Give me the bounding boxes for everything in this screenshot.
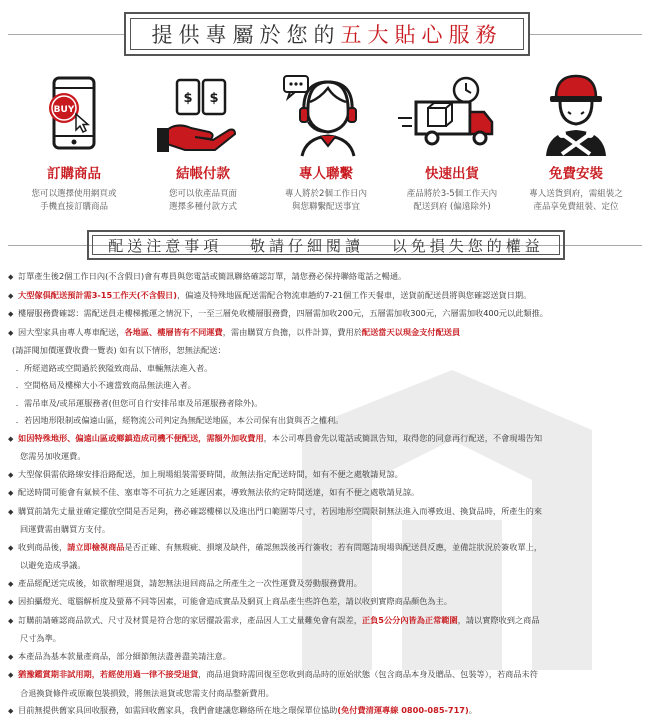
terms-text: 回運費需由購買方支付。 [20, 524, 111, 534]
terms-text: 訂單產生後2個工作日內(不含假日)會有專員與您電話或簡訊聯絡確認訂單，請您務必保持聯絡電話之暢通。 [18, 271, 407, 281]
terms-highlight: 配送當天以現金支付配送員 [361, 326, 461, 337]
terms-text: 因拍攝燈光、電腦解析度及螢幕不同等因素，可能會造成實品及網頁上商品產生些許色差，請以收到實際商品顏色為主。 [18, 596, 452, 606]
terms-text: 收到商品後， [18, 541, 68, 552]
diamond-bullet-icon: ◆ [8, 707, 14, 715]
terms-line [8, 377, 644, 395]
service-order [14, 72, 134, 214]
terms-text: 購買前請先丈量並確定擺放空間是否足夠，務必確認樓梯以及進出門口範圍等尺寸，若因地形空間限制無法進入而導致退、換貨品時，所產生的來 [18, 505, 543, 516]
terms-text: 產品經配送完成後，如欲辦理退貨，請恕無法退回商品之所產生之一次性運費及勞動服務費用。 [18, 577, 362, 588]
terms-line [8, 557, 644, 575]
services-banner-title [130, 18, 524, 50]
terms-text: 您需另加收運費。 [20, 451, 86, 461]
terms-line [8, 342, 644, 360]
terms-text: ，商品退貨時需回復至您收到商品時的原始狀態（包含商品本身及贈品、包裝等），若商品未符 [198, 669, 538, 679]
delivery-truck-icon [392, 72, 512, 158]
terms-line [8, 305, 644, 324]
terms-line [8, 612, 644, 631]
service-desc: 您可以依產品頁面 選擇多種付款方式 [168, 189, 237, 212]
terms-line [8, 360, 644, 378]
diamond-bullet-icon: ◆ [8, 310, 14, 318]
headset-agent-icon [266, 72, 386, 158]
terms-text: 本產品為基本款量產商品，部分細節無法盡善盡美請注意。 [18, 650, 231, 661]
diamond-bullet-icon: ◆ [8, 598, 14, 606]
diamond-bullet-icon: ◆ [8, 579, 14, 588]
terms-line [8, 430, 644, 449]
service-desc: 您可以選擇使用網頁或 手機直接訂購商品 [31, 189, 117, 212]
diamond-bullet-icon: ◆ [8, 652, 14, 661]
terms-line [8, 484, 644, 503]
service-install [516, 72, 636, 214]
sub-bullet-icon: ． [15, 415, 24, 425]
notice-box [87, 230, 565, 260]
service-shipping [392, 72, 512, 214]
terms-text: 是否正確、有無瑕疵、損壞及缺件，確認無誤後再行簽收；若有問題請現場與配送員反應，並備註狀況於簽收單上， [124, 541, 543, 552]
terms-line [8, 702, 644, 721]
diamond-bullet-icon: ◆ [8, 616, 14, 625]
terms-line [8, 539, 644, 558]
diamond-bullet-icon: ◆ [8, 273, 14, 281]
banner-title-red: 五大貼心服務 [340, 23, 503, 47]
terms-highlight: 各地區、樓層皆有不同運費 [124, 326, 223, 337]
terms-text: 目前無提供舊家具回收服務，如需回收舊家具，我們會建議您聯絡所在地之環保單位協助 [18, 705, 338, 715]
terms-highlight: 大型傢俱配送預計需3-15工作天(不含假日) [18, 289, 177, 300]
terms-line [8, 630, 644, 648]
services-banner [124, 12, 530, 56]
banner-title-plain: 提供專屬於您的 [151, 23, 341, 47]
terms-text: 空間格局及樓梯大小不適當致商品無法進入者。 [24, 380, 196, 390]
diamond-bullet-icon: ◆ [8, 291, 14, 300]
sub-bullet-icon: ． [15, 397, 24, 408]
terms-line [8, 685, 644, 703]
terms-line [8, 412, 644, 430]
terms-highlight: 正負5公分內皆為正常範圍 [361, 614, 458, 625]
terms-line [8, 395, 644, 413]
sub-bullet-icon: ． [15, 380, 24, 390]
delivery-terms-list [8, 268, 644, 721]
service-title: 快速出貨 [425, 166, 479, 182]
terms-text: 。 [468, 705, 477, 715]
terms-line [8, 521, 644, 539]
terms-text: 訂購前請確認商品款式、尺寸及材質是符合您的家居擺設需求，產品因人工丈量難免會有誤差， [18, 614, 362, 625]
terms-text: ，偏遠及特殊地區配送需配合物流車趟約7-21個工作天餐車，送貨前配送員將與您確認送貨日期。 [176, 289, 532, 300]
terms-text: 尺寸為準。 [20, 633, 61, 643]
service-desc: 產品將於3-5個工作天內 配送到府 (偏遠除外) [406, 189, 498, 212]
terms-line [8, 287, 644, 306]
terms-line [8, 268, 644, 287]
terms-text: ，請以實際收到之商品 [457, 614, 540, 625]
terms-highlight: 如因特殊地形、偏遠山區或鄉鎮造成司機不便配送，需額外加收費用 [18, 432, 264, 443]
diamond-bullet-icon: ◆ [8, 671, 14, 679]
service-desc: 專人將於2個工作日內 與您聯繫配送事宜 [285, 189, 367, 212]
terms-line [8, 648, 644, 667]
buy-phone-icon [14, 72, 134, 158]
payment-hand-icon [143, 72, 263, 158]
svg-text:BUY: BUY [53, 105, 75, 115]
diamond-bullet-icon: ◆ [8, 543, 14, 552]
notice-title: 配送注意事項 敬請仔細閱讀 以免損失您的權益 [92, 235, 560, 255]
terms-line [8, 466, 644, 485]
diamond-bullet-icon: ◆ [8, 489, 14, 497]
terms-text: ，本公司專員會先以電話或簡訊告知，取得您的同意再行配送，不會現場告知 [263, 432, 543, 443]
terms-line [8, 666, 644, 685]
terms-text: 大型傢俱需依路線安排沿路配送，加上現場組裝需要時間，故無法指定配送時間，如有不便之處敬請見諒。 [18, 468, 403, 479]
svg-text:$: $ [209, 91, 219, 106]
terms-text: 以避免造成爭議。 [20, 560, 86, 570]
terms-line [8, 503, 644, 522]
service-title: 訂購商品 [47, 166, 101, 182]
terms-highlight: (免付費清運專線 0800-085-717) [337, 705, 469, 715]
diamond-bullet-icon: ◆ [8, 470, 14, 479]
service-contact [266, 72, 386, 214]
terms-text: 若因地形限制或偏遠山區，經物流公司判定為無配送地區，本公司保有出貨與否之權利。 [24, 415, 344, 425]
terms-text: 合退換貨條件或原廠包裝損毀，將無法退貨或您需支付商品整新費用。 [20, 687, 274, 698]
service-title: 專人聯繫 [299, 166, 353, 182]
terms-highlight: 猶豫鑑賞期非試用期，若經使用過一律不接受退貨 [18, 669, 199, 679]
service-payment [143, 72, 263, 214]
terms-text: 需吊車及/或吊運服務者(但您可自行安排吊車及吊運服務者除外)。 [24, 397, 263, 408]
sub-bullet-icon: ． [15, 362, 24, 373]
terms-text: 樓層服務費確認：需配送員走樓梯搬運之情況下，一至三層免收樓層服務費，四層需加收200元，五層需加收300元，六層需加收400元以此類推。 [18, 308, 548, 318]
service-title: 免費安裝 [549, 166, 603, 182]
terms-line [8, 324, 644, 343]
terms-line [8, 575, 644, 594]
terms-line [8, 448, 644, 466]
terms-line [8, 593, 644, 612]
services-row [0, 72, 650, 222]
terms-text: (請詳閱加價運費收費一覽表) 如有以下情形，恕無法配送： [12, 345, 226, 355]
terms-text: 所經道路或空間過於狹隘致商品、車輛無法進入者。 [24, 362, 213, 373]
service-title: 結帳付款 [176, 166, 230, 182]
terms-text: ，需由購買方負擔，以件計算，費用於 [222, 326, 362, 337]
diamond-bullet-icon: ◆ [8, 507, 14, 516]
terms-highlight: 請立即檢視商品 [67, 541, 125, 552]
svg-text:$: $ [183, 91, 193, 106]
installer-icon [516, 72, 636, 158]
service-desc: 專人送貨到府，需組裝之 產品享免費組裝、定位 [529, 189, 623, 212]
terms-text: 因大型家具由專人專車配送， [18, 326, 125, 337]
diamond-bullet-icon: ◆ [8, 434, 14, 443]
terms-text: 配送時間可能會有氣候不佳、塞車等不可抗力之延遲因素，導致無法依約定時間送達，如有不便之處敬請見諒。 [18, 487, 420, 497]
diamond-bullet-icon: ◆ [8, 328, 14, 337]
